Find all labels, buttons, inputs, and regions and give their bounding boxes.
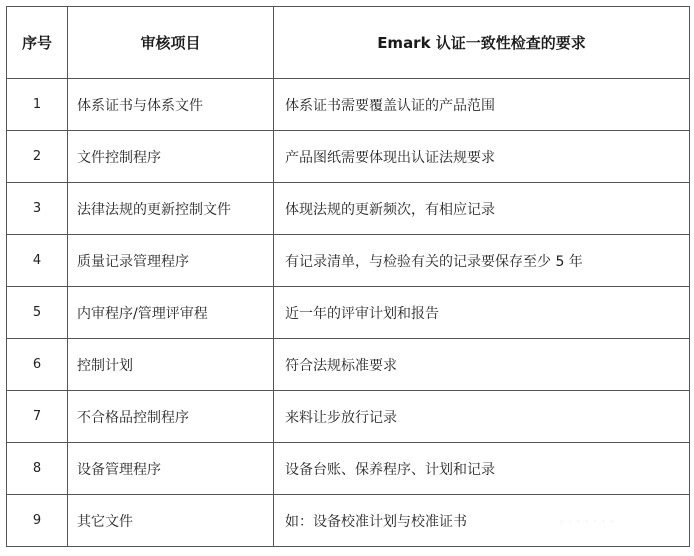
table-row bbox=[7, 79, 690, 131]
requirement-cell: 体现法规的更新频次，有相应记录 bbox=[274, 183, 690, 235]
header-requirement: Emark 认证一致性检查的要求 bbox=[274, 7, 690, 79]
requirements-table bbox=[6, 6, 690, 547]
requirement-cell: 有记录清单，与检验有关的记录要保存至少 5 年 bbox=[274, 235, 690, 287]
audit-item-cell: 质量记录管理程序 bbox=[68, 235, 274, 287]
requirement-cell: 产品图纸需要体现出认证法规要求 bbox=[274, 131, 690, 183]
table-row bbox=[7, 391, 690, 443]
audit-item-cell: 法律法规的更新控制文件 bbox=[68, 183, 274, 235]
table-row bbox=[7, 183, 690, 235]
row-number: 4 bbox=[7, 235, 68, 287]
requirement-cell: 近一年的评审计划和报告 bbox=[274, 287, 690, 339]
audit-item-cell: 内审程序/管理评审程 bbox=[68, 287, 274, 339]
table-row bbox=[7, 235, 690, 287]
watermark-dots: · · · · · · · bbox=[560, 517, 615, 528]
audit-item-cell: 控制计划 bbox=[68, 339, 274, 391]
audit-item-cell: 其它文件 bbox=[68, 495, 274, 547]
row-number: 3 bbox=[7, 183, 68, 235]
table-row bbox=[7, 443, 690, 495]
audit-item-cell: 体系证书与体系文件 bbox=[68, 79, 274, 131]
requirement-cell: 来料让步放行记录 bbox=[274, 391, 690, 443]
header-audit-item: 审核项目 bbox=[68, 7, 274, 79]
audit-item-cell: 文件控制程序 bbox=[68, 131, 274, 183]
row-number: 8 bbox=[7, 443, 68, 495]
requirement-cell: 体系证书需要覆盖认证的产品范围 bbox=[274, 79, 690, 131]
row-number: 7 bbox=[7, 391, 68, 443]
row-number: 5 bbox=[7, 287, 68, 339]
requirement-cell: 设备台账、保养程序、计划和记录 bbox=[274, 443, 690, 495]
row-number: 6 bbox=[7, 339, 68, 391]
table-row bbox=[7, 287, 690, 339]
header-serial-number: 序号 bbox=[7, 7, 68, 79]
requirement-cell: 符合法规标准要求 bbox=[274, 339, 690, 391]
table-row bbox=[7, 339, 690, 391]
table-row bbox=[7, 131, 690, 183]
row-number: 1 bbox=[7, 79, 68, 131]
row-number: 9 bbox=[7, 495, 68, 547]
audit-item-cell: 不合格品控制程序 bbox=[68, 391, 274, 443]
audit-item-cell: 设备管理程序 bbox=[68, 443, 274, 495]
header-row bbox=[7, 7, 690, 79]
requirement-cell: 如：设备校准计划与校准证书 bbox=[274, 495, 690, 547]
row-number: 2 bbox=[7, 131, 68, 183]
